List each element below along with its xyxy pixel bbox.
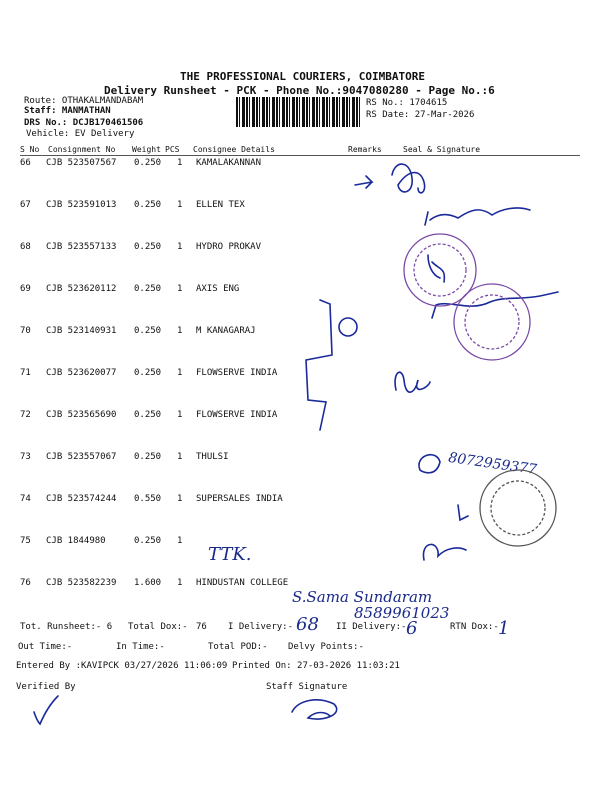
company-title: THE PROFESSIONAL COURIERS, COIMBATORE (180, 70, 426, 83)
handwritten-phone: 8589961023 (354, 604, 450, 622)
row-consignment: CJB 523140931 (46, 326, 117, 336)
row-consignment: CJB 523565690 (46, 410, 117, 420)
out-time-label: Out Time:- (18, 642, 73, 652)
staff-signature-scribble (292, 700, 337, 719)
signature-71 (395, 372, 430, 392)
seal-stamp-inner (491, 481, 545, 535)
row-pcs: 1 (177, 410, 183, 420)
delivery-bracket (306, 300, 332, 430)
row-weight: 0.250 (134, 368, 162, 378)
row-sno: 66 (20, 158, 31, 168)
ii-delivery-label: II Delivery:- (336, 622, 407, 632)
staff-signature-label: Staff Signature (266, 682, 348, 692)
row-weight: 0.250 (134, 200, 162, 210)
route-label: Route: OTHAKALMANDABAM (24, 96, 144, 106)
row-weight: 0.250 (134, 536, 162, 546)
signature-67 (425, 208, 530, 225)
row-details: M KANAGARAJ (196, 326, 256, 336)
i-delivery-label: I Delivery:- (228, 622, 294, 632)
row-details: HYDRO PROKAV (196, 242, 262, 252)
printed-on: Printed On: 27-03-2026 11:03:21 (232, 661, 400, 671)
row-weight: 0.550 (134, 494, 162, 504)
row-pcs: 1 (177, 578, 183, 588)
signature-73 (419, 455, 440, 473)
row-weight: 0.250 (134, 158, 162, 168)
row-details: FLOWSERVE INDIA (196, 368, 278, 378)
row-weight: 0.250 (134, 242, 162, 252)
row-details: SUPERSALES INDIA (196, 494, 283, 504)
row-consignment: CJB 523620077 (46, 368, 117, 378)
tot-runsheet: Tot. Runsheet:- 6 (20, 622, 113, 632)
verified-by-label: Verified By (16, 682, 76, 692)
row-consignment: CJB 523620112 (46, 284, 117, 294)
signature-69 (432, 292, 558, 318)
circled-2-icon (339, 318, 357, 336)
row-consignment: CJB 523591013 (46, 200, 117, 210)
rs-date-label: RS Date: 27-Mar-2026 (366, 110, 475, 120)
i-delivery-value: 68 (296, 614, 319, 635)
signature-75 (423, 544, 466, 560)
row-details: THULSI (196, 452, 229, 462)
row-consignment: CJB 523574244 (46, 494, 117, 504)
row-consignment: CJB 523557067 (46, 452, 117, 462)
tick-arrow-icon (355, 176, 372, 188)
row-consignment: CJB 523557133 (46, 242, 117, 252)
row-sno: 67 (20, 200, 31, 210)
row-sno: 68 (20, 242, 31, 252)
row-sno: 75 (20, 536, 31, 546)
seal-stamp-inner (465, 295, 519, 349)
row-weight: 0.250 (134, 326, 162, 336)
row-sno: 70 (20, 326, 31, 336)
row-weight: 0.250 (134, 284, 162, 294)
row-pcs: 1 (177, 242, 183, 252)
total-dox-value: 76 (196, 622, 207, 632)
row-details: AXIS ENG (196, 284, 240, 294)
row-sno: 72 (20, 410, 31, 420)
signature-66 (392, 164, 425, 193)
row-sno: 69 (20, 284, 31, 294)
rs-no-label: RS No.: 1704615 (366, 98, 448, 108)
col-sno: S No (20, 145, 40, 154)
drs-label: DRS No.: DCJB170461506 (24, 118, 144, 128)
row-sno: 71 (20, 368, 31, 378)
col-remarks: Remarks (348, 145, 382, 154)
seal-stamp-inner (414, 244, 466, 296)
row-consignment: CJB 523507567 (46, 158, 117, 168)
row-sno: 73 (20, 452, 31, 462)
signature-68 (428, 255, 444, 282)
ii-delivery-value: 6 (406, 618, 418, 639)
row-pcs: 1 (177, 326, 183, 336)
row-pcs: 1 (177, 452, 183, 462)
handwritten-phone: 8072959377 (447, 449, 538, 479)
staff-label: Staff: MANMATHAN (24, 106, 111, 116)
vehicle-label: Vehicle: EV Delivery (26, 129, 135, 139)
row-weight: 0.250 (134, 410, 162, 420)
row-details: FLOWSERVE INDIA (196, 410, 278, 420)
rtn-dox-label: RTN Dox:- (450, 622, 499, 632)
in-time-label: In Time:- (116, 642, 165, 652)
signature-74 (458, 505, 468, 520)
row-weight: 0.250 (134, 452, 162, 462)
total-dox-label: Total Dox:- (128, 622, 188, 632)
col-weight: Weight (132, 145, 161, 154)
row-pcs: 1 (177, 158, 183, 168)
total-pod-label: Total POD:- (208, 642, 268, 652)
rtn-dox-value: 1 (498, 618, 510, 639)
row-pcs: 1 (177, 200, 183, 210)
row-pcs: 1 (177, 368, 183, 378)
row-sno: 74 (20, 494, 31, 504)
row-details: HINDUSTAN COLLEGE (196, 578, 289, 588)
row-pcs: 1 (177, 284, 183, 294)
col-details: Consignee Details (193, 145, 275, 154)
verified-tick (34, 696, 58, 724)
row-weight: 1.600 (134, 578, 162, 588)
entered-by: Entered By :KAVIPCK 03/27/2026 11:06:09 (16, 661, 228, 671)
row-details: KAMALAKANNAN (196, 158, 262, 168)
col-pcs: PCS (165, 145, 180, 154)
col-consignment: Consignment No (48, 145, 116, 154)
row-consignment: CJB 1844980 (46, 536, 106, 546)
row-consignment: CJB 523582239 (46, 578, 117, 588)
row-pcs: 1 (177, 536, 183, 546)
row-sno: 76 (20, 578, 31, 588)
row-pcs: 1 (177, 494, 183, 504)
handwritten-ttk: TTK. (208, 544, 252, 565)
delvy-points-label: Delvy Points:- (288, 642, 364, 652)
runsheet-title: Delivery Runsheet - PCK - Phone No.:9047080280 - Page No.:6 (104, 84, 495, 97)
row-details: ELLEN TEX (196, 200, 245, 210)
handwritten-name: S.Sama Sundaram (292, 588, 433, 606)
col-seal: Seal & Signature (403, 145, 481, 154)
